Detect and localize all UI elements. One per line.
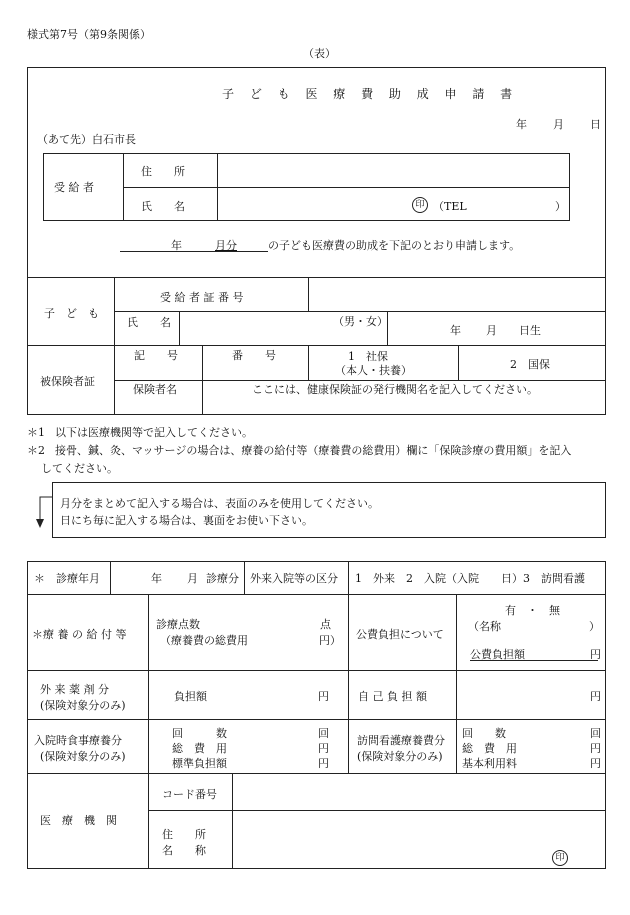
kohi-label: 公費負担について xyxy=(356,628,444,641)
date-year: 年 xyxy=(516,118,527,131)
child-label: 子 ど も xyxy=(44,307,99,320)
kikan-label: 医 療 機 関 xyxy=(40,814,117,827)
date-month: 月 xyxy=(553,118,564,131)
shinryo-label: ＊ 診療年月 xyxy=(34,572,100,585)
form-number: 様式第7号（第9条関係） xyxy=(27,28,151,41)
umu-select[interactable]: 有 ・ 無 xyxy=(505,604,560,617)
shinryo-bun: 診療分 xyxy=(206,572,239,585)
code-field[interactable] xyxy=(234,775,604,808)
houmon-sohiyo-label: 総 費 用 xyxy=(462,742,517,755)
houmon-kaisu-unit: 回 xyxy=(590,727,601,740)
kikan-address-label: 住 所 xyxy=(162,828,206,841)
recipient-name-label: 氏 名 xyxy=(141,200,185,213)
kihon-unit: 円 xyxy=(590,757,601,770)
insurer-note: ここには、健康保険証の発行機関名を記入してください。 xyxy=(252,383,538,396)
kikan-seal-mark: 印 xyxy=(552,850,568,866)
tel-close: ） xyxy=(555,200,566,213)
tensu-label: 診療点数 xyxy=(156,618,200,631)
nyuin-sub: (保険対象分のみ) xyxy=(40,750,126,763)
kubun-options[interactable]: 1 外来 2 入院（入院 日）3 訪問看護 xyxy=(355,572,585,585)
number-label: 番 号 xyxy=(232,349,276,362)
birth-day: 日生 xyxy=(519,324,541,337)
cert-number-field[interactable] xyxy=(310,279,604,310)
code-label: コード番号 xyxy=(162,788,217,801)
sohiyo2-label: 総 費 用 xyxy=(172,742,227,755)
kyufu-label: ＊療 養 の 給 付 等 xyxy=(32,628,127,641)
insurer-label: 保険者名 xyxy=(133,383,177,396)
recipient-address-field[interactable] xyxy=(219,156,568,185)
yakuzai-sub: (保険対象分のみ) xyxy=(40,699,126,712)
note2-mark: ＊2 xyxy=(27,444,45,457)
kikan-address-name-field[interactable] xyxy=(234,812,546,867)
nyuin-label: 入院時食事療養分 xyxy=(34,734,122,747)
child-name-label: 氏 名 xyxy=(127,316,171,329)
national-insurance-option[interactable]: 2 国保 xyxy=(510,358,550,371)
houmon-sohiyo-unit: 円 xyxy=(590,742,601,755)
insured-label: 被保険者証 xyxy=(40,375,95,388)
request-month: 月分 xyxy=(215,239,237,252)
addressee: （あて先）白石市長 xyxy=(37,133,136,146)
kihon-label: 基本利用料 xyxy=(462,757,517,770)
sex-select[interactable]: （男・女） xyxy=(333,315,388,328)
date-day: 日 xyxy=(590,118,601,131)
arrow-down-icon xyxy=(36,496,56,530)
tel-field[interactable] xyxy=(468,193,554,215)
jiko-unit: 円 xyxy=(590,690,601,703)
hyojun-label: 標準負担額 xyxy=(172,757,227,770)
jiko-label: 自 己 負 担 額 xyxy=(358,690,427,703)
note2-text: 接骨、鍼、灸、マッサージの場合は、療養の給付等（療養費の総費用）欄に「保険診療の費用額」を記入 xyxy=(55,444,572,457)
kaisu-unit: 回 xyxy=(318,727,329,740)
recipient-name-field[interactable] xyxy=(219,190,409,219)
futangaku-label: 負担額 xyxy=(174,690,207,703)
birth-year: 年 xyxy=(450,324,461,337)
recipient-label: 受 給 者 xyxy=(54,181,94,194)
kaisu-label: 回 数 xyxy=(172,727,227,740)
futangaku-unit: 円 xyxy=(318,690,329,703)
child-name-field[interactable] xyxy=(181,313,331,344)
recipient-address-label: 住 所 xyxy=(141,165,185,178)
kubun-label: 外来入院等の区分 xyxy=(250,572,338,585)
form-title: 子 ど も 医 療 費 助 成 申 請 書 xyxy=(222,87,519,101)
sohiyo-unit: 円） xyxy=(319,634,341,647)
houmon-label: 訪問看護療養費分 xyxy=(357,734,445,747)
sohiyo-label: （療養費の総費用 xyxy=(160,634,248,647)
sohiyo2-unit: 円 xyxy=(318,742,329,755)
symbol-label: 記 号 xyxy=(134,349,178,362)
hyojun-unit: 円 xyxy=(318,757,329,770)
info-line1: 月分をまとめて記入する場合は、表面のみを使用してください。 xyxy=(60,497,379,510)
note1-text: 以下は医療機関等で記入してください。 xyxy=(55,426,253,439)
kohi-name-close: ） xyxy=(589,620,600,633)
request-text: の子ども医療費の助成を下記のとおり申請します。 xyxy=(268,239,521,252)
note1-mark: ＊1 xyxy=(27,426,45,439)
info-line2: 日にち毎に記入する場合は、裏面をお使い下さい。 xyxy=(60,514,313,527)
side-label: （表） xyxy=(303,47,336,60)
kohi-name-label: （名称 xyxy=(468,620,501,633)
birth-month: 月 xyxy=(486,324,497,337)
shinryo-month: 月 xyxy=(187,572,198,585)
seal-mark: 印 xyxy=(412,197,428,213)
shinryo-year: 年 xyxy=(151,572,162,585)
request-year: 年 xyxy=(171,239,182,252)
yakuzai-label: 外 来 薬 剤 分 xyxy=(40,683,109,696)
kohi-amount-label: 公費負担額 xyxy=(470,648,525,661)
houmon-sub: (保険対象分のみ) xyxy=(357,750,443,763)
ten-unit: 点 xyxy=(320,618,331,631)
social-insurance-sub: （本人・扶養） xyxy=(335,364,412,377)
kohi-amount-unit: 円 xyxy=(590,648,601,661)
kikan-name-label: 名 称 xyxy=(162,844,206,857)
social-insurance-option[interactable]: 1 社保 xyxy=(348,350,388,363)
houmon-kaisu-label: 回 数 xyxy=(462,727,506,740)
tel-label: （TEL xyxy=(433,200,467,213)
cert-number-label: 受 給 者 証 番 号 xyxy=(160,291,244,304)
note2-text-cont: してください。 xyxy=(41,462,118,475)
